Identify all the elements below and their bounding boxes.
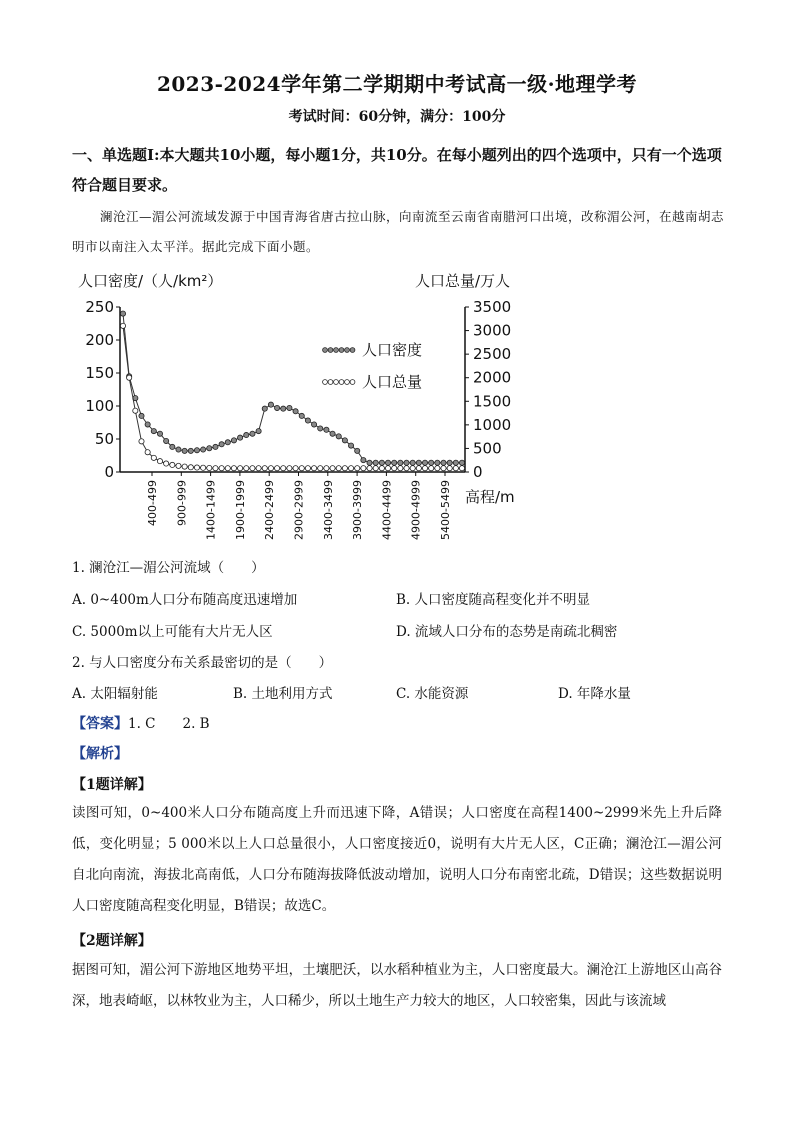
answer-line [72, 712, 210, 733]
right-tick-label: 3000 [473, 321, 512, 340]
question-1-stem: 1. 澜沧江—湄公河流域（ ） [72, 560, 265, 576]
series-1-point [453, 460, 458, 465]
left-tick-label: 50 [94, 430, 114, 448]
series-2-point [182, 464, 187, 469]
left-axis-title: 人口密度/（人/km²） [78, 272, 223, 290]
series-1-point [219, 442, 224, 447]
series-1-point [256, 428, 261, 433]
x-tick-label: 3400-3499 [321, 480, 335, 540]
legend-marker-1 [350, 348, 355, 353]
series-2-point [336, 466, 341, 471]
series-1-point [429, 460, 434, 465]
series-2-point [268, 466, 273, 471]
exam-info: 考试时间：60分钟，满分：100分 [288, 109, 506, 125]
left-tick-label: 250 [85, 298, 114, 316]
series-2-point [459, 466, 464, 471]
q2-option-b: B. 土地利用方式 [233, 686, 333, 702]
series-2-point [392, 466, 397, 471]
right-tick-label: 2500 [473, 345, 512, 364]
legend-marker-1 [323, 348, 328, 353]
series-1-point [447, 460, 452, 465]
series-1-point [398, 460, 403, 465]
series-1-point [164, 438, 169, 443]
series-2-point [305, 466, 310, 471]
series-2-point [447, 466, 452, 471]
series-1-point [324, 427, 329, 432]
series-2-point [157, 459, 162, 464]
series-2-point [379, 466, 384, 471]
series-1-point [404, 460, 409, 465]
right-axis-title: 人口总量/万人 [415, 272, 511, 290]
q1-option-c: C. 5000m以上可能有大片无人区 [72, 624, 273, 640]
right-tick-label: 500 [473, 439, 502, 458]
series-2-point [404, 466, 409, 471]
answer-label: 【答案】 [72, 716, 128, 732]
series-1-point [348, 443, 353, 448]
series-1-point [120, 311, 125, 316]
series-1-point [287, 405, 292, 410]
series-1-point [330, 431, 335, 436]
series-1-point [194, 448, 199, 453]
series-2-point [225, 466, 230, 471]
series-1-point [151, 428, 156, 433]
q2-option-c: C. 水能资源 [396, 686, 469, 702]
series-2-point [207, 465, 212, 470]
series-1-point [176, 447, 181, 452]
series-1-point [201, 447, 206, 452]
population-chart-svg [70, 262, 530, 552]
legend-label-2: 人口总量 [362, 373, 423, 391]
series-2-point [250, 466, 255, 471]
x-tick-label: 2400-2499 [263, 480, 277, 540]
series-1-point [170, 444, 175, 449]
x-tick-label: 5400-5499 [439, 480, 452, 540]
series-2-point [176, 463, 181, 468]
series-2-point [342, 466, 347, 471]
legend-marker-2 [323, 380, 328, 385]
series-2-point [151, 455, 156, 460]
series-1-point [459, 460, 464, 465]
series-1-point [182, 448, 187, 453]
detail-2-text: 据图可知，湄公河下游地区地势平坦，土壤肥沃，以水稻种植业为主，人口密度最大。澜沧江上游地区山高谷深，地表崎岖，以林牧业为主，人口稀少，所以土地生产力较大的地区，人口较密集，因此与该流域 [72, 962, 722, 1009]
series-1-point [231, 438, 236, 443]
series-1-point [373, 460, 378, 465]
analysis-label: 【解析】 [72, 746, 128, 762]
series-2-point [324, 466, 329, 471]
series-2-point [441, 466, 446, 471]
series-2-point [127, 375, 132, 380]
series-2-point [219, 466, 224, 471]
series-2-point [293, 466, 298, 471]
series-1-point [268, 402, 273, 407]
series-1-point [342, 438, 347, 443]
population-chart [70, 262, 530, 552]
series-2-point [201, 465, 206, 470]
series-2-point [311, 466, 316, 471]
series-2-point [355, 466, 360, 471]
x-tick-label: 1400-1499 [204, 480, 218, 540]
detail-2-label: 【2题详解】 [72, 933, 152, 949]
series-1-point [392, 460, 397, 465]
series-1-point [361, 458, 366, 463]
series-1-point [262, 406, 267, 411]
section-heading: 一、单选题Ⅰ:本大题共10小题，每小题1分，共10分。在每小题列出的四个选项中，只有一个选项符合题目要求。 [72, 146, 722, 194]
legend-marker-2 [334, 380, 339, 385]
q2-option-d: D. 年降水量 [558, 686, 631, 702]
series-2-point [139, 439, 144, 444]
series-1-point [299, 413, 304, 418]
series-2-point [299, 466, 304, 471]
series-1-point [416, 460, 421, 465]
series-2-point [429, 466, 434, 471]
q2-option-a: A. 太阳辐射能 [72, 686, 158, 702]
x-tick-label: 2900-2999 [292, 480, 306, 540]
series-2-point [213, 466, 218, 471]
series-1-point [379, 460, 384, 465]
series-1-point [355, 448, 360, 453]
series-2-point [256, 466, 261, 471]
legend-marker-1 [345, 348, 350, 353]
series-1-point [318, 426, 323, 431]
series-1-point [367, 460, 372, 465]
question-2-stem: 2. 与人口密度分布关系最密切的是（ ） [72, 655, 333, 671]
q1-option-b: B. 人口密度随高程变化并不明显 [396, 592, 591, 608]
series-1-point [311, 422, 316, 427]
series-1-point [336, 434, 341, 439]
series-2-point [373, 466, 378, 471]
right-tick-label: 1500 [473, 392, 512, 411]
series-1-point [157, 431, 162, 436]
left-tick-label: 100 [85, 397, 114, 415]
legend-marker-2 [328, 380, 333, 385]
legend-marker-2 [339, 380, 344, 385]
series-2-point [188, 465, 193, 470]
q1-option-d: D. 流域人口分布的态势是南疏北稠密 [396, 624, 618, 640]
series-1-point [274, 405, 279, 410]
right-tick-label: 3500 [473, 298, 512, 316]
x-tick-label: 400-499 [146, 480, 159, 526]
page-title: 2023-2024学年第二学期期中考试高一级·地理学考 [156, 72, 638, 96]
series-2-point [330, 466, 335, 471]
legend-marker-1 [334, 348, 339, 353]
series-2-point [164, 461, 169, 466]
answer-text: 1. C 2. B [128, 716, 210, 732]
detail-1-label: 【1题详解】 [72, 777, 152, 793]
series-2-point [194, 465, 199, 470]
series-1-point [238, 435, 243, 440]
x-tick-label: 3900-3999 [351, 480, 365, 540]
series-1-point [305, 418, 310, 423]
series-2-point [453, 466, 458, 471]
legend-marker-1 [328, 348, 333, 353]
x-tick-label: 4400-4499 [380, 480, 394, 540]
series-2-point [422, 466, 427, 471]
series-1-point [281, 406, 286, 411]
left-tick-label: 200 [85, 331, 114, 349]
x-axis-title: 高程/m [465, 488, 515, 506]
series-1-point [139, 413, 144, 418]
right-tick-label: 2000 [473, 368, 512, 387]
series-2-point [410, 466, 415, 471]
series-2-point [281, 466, 286, 471]
series-2-point [385, 466, 390, 471]
q1-option-a: A. 0~400m人口分布随高度迅速增加 [72, 592, 298, 608]
legend-marker-2 [350, 380, 355, 385]
legend-marker-2 [345, 380, 350, 385]
series-2-point [361, 466, 366, 471]
legend-marker-1 [339, 348, 344, 353]
series-2-point [170, 462, 175, 467]
x-tick-label: 900-999 [175, 480, 189, 526]
series-1-point [385, 460, 390, 465]
series-2-point [416, 466, 421, 471]
series-1-point [293, 409, 298, 414]
series-2-point [244, 466, 249, 471]
series-2-point [238, 466, 243, 471]
series-1-point [435, 460, 440, 465]
series-1-point [250, 431, 255, 436]
series-1-point [244, 432, 249, 437]
left-tick-label: 150 [85, 364, 114, 382]
x-tick-label: 1900-1999 [233, 480, 247, 540]
series-1-point [188, 448, 193, 453]
legend-label-1: 人口密度 [362, 341, 423, 359]
series-2-point [133, 408, 138, 413]
series-1-point [410, 460, 415, 465]
series-1-point [441, 460, 446, 465]
right-tick-label: 0 [473, 463, 483, 481]
series-1-point [225, 440, 230, 445]
series-2-point [367, 466, 372, 471]
series-2-point [348, 466, 353, 471]
series-2-point [274, 466, 279, 471]
series-1-point [422, 460, 427, 465]
series-1-point [207, 446, 212, 451]
series-2-point [145, 450, 150, 455]
series-2-point [435, 466, 440, 471]
series-2-point [262, 466, 267, 471]
series-2-point [318, 466, 323, 471]
left-tick-label: 0 [104, 463, 114, 481]
series-2-point [287, 466, 292, 471]
series-1-point [213, 444, 218, 449]
detail-1-text: 读图可知，0~400米人口分布随高度上升而迅速下降，A错误；人口密度在高程1400~2999米先上升后降低，变化明显；5 000米以上人口总量很小，人口密度接近0，说明有大片无人区，C正确；澜沧江—湄公河自北向南流，海拔北高南低，人口分布随海拔降低波动增加，说明人口分布南密北疏，D错误；这些数据说明人口密度随高程变化明显，B错误；故选C。 [72, 805, 722, 914]
series-2-point [120, 323, 125, 328]
series-2-point [398, 466, 403, 471]
series-1-point [145, 422, 150, 427]
reading-passage: 澜沧江—湄公河流域发源于中国青海省唐古拉山脉，向南流至云南省南腊河口出境，改称湄公河，在越南胡志明市以南注入太平洋。据此完成下面小题。 [72, 209, 725, 254]
series-2-point [231, 466, 236, 471]
right-tick-label: 1000 [473, 415, 512, 434]
x-tick-label: 4900-4999 [409, 480, 423, 540]
